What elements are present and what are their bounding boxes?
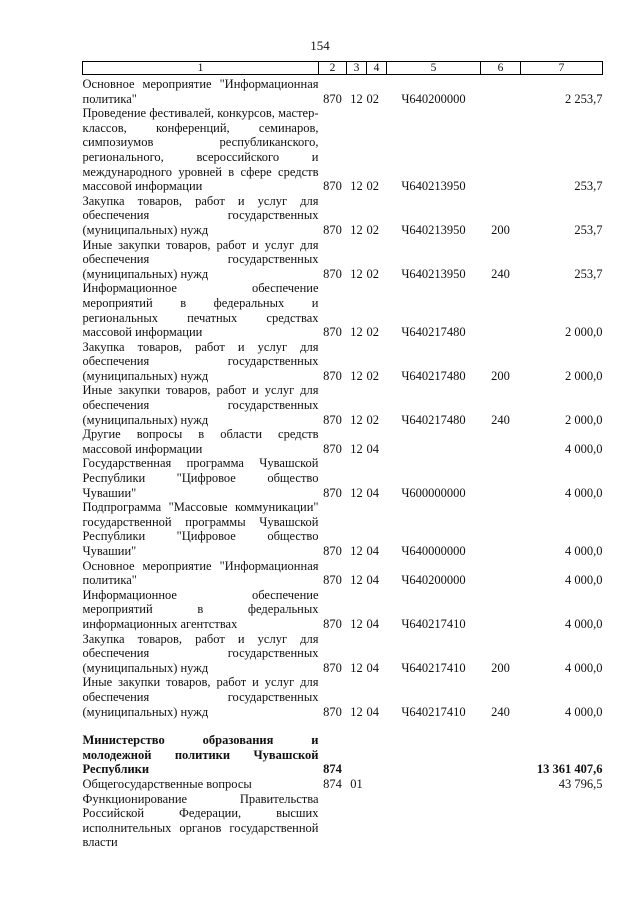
amount: 253,7 [574, 222, 603, 237]
row-name: Иные закупки товаров, работ и услуг для обеспечения государственных (муниципальных) нужд [82, 675, 319, 719]
row-name: Подпрограмма "Массовые коммуникации" государственной программы Чувашской Республики "Цифровое общество Чувашии" [82, 500, 319, 558]
section-code: 12 [350, 573, 363, 588]
row-name: Функционирование Правительства Российской Федерации, высших исполнительных органов государственной власти [82, 791, 319, 850]
row-name: Общегосударственные вопросы [82, 776, 252, 791]
row-name: Иные закупки товаров, работ и услуг для обеспечения государственных (муниципальных) нужд [82, 237, 319, 281]
row-name: Государственная программа Чувашской Республики "Цифровое общество Чувашии" [82, 456, 319, 500]
expense-type-code [481, 281, 521, 339]
target-article-code: Ч640217410 [401, 616, 466, 631]
expense-type-code: 240 [491, 266, 510, 281]
amount: 2 253,7 [565, 91, 603, 106]
ministry-code: 870 [323, 485, 342, 500]
ministry-code: 870 [323, 412, 342, 427]
amount: 43 796,5 [558, 776, 603, 791]
target-article-code: Ч640000000 [401, 544, 466, 558]
column-header-4: 4 [367, 62, 387, 75]
row-name: Информационное обеспечение мероприятий в федеральных информационных агентствах [82, 587, 319, 631]
subsection-code: 04 [366, 660, 379, 675]
ministry-code: 870 [323, 266, 342, 281]
expense-type-code [481, 500, 521, 558]
amount: 2 000,0 [565, 368, 603, 383]
target-article-code: Ч640200000 [401, 91, 466, 106]
table-row [83, 792, 603, 850]
expense-type-code: 240 [491, 704, 510, 719]
table-row [83, 500, 603, 558]
expense-type-code: 200 [491, 368, 510, 383]
page-number: 154 [310, 38, 330, 53]
amount: 4 000,0 [565, 441, 603, 456]
row-name: Информационное обеспечение мероприятий в федеральных и региональных печатных средствах массовой информации [82, 281, 319, 340]
ministry-row [83, 733, 603, 777]
ministry-code: 874 [323, 776, 342, 791]
section-code: 12 [350, 660, 363, 675]
section-code: 12 [350, 485, 363, 500]
expense-type-code [481, 427, 521, 456]
ministry-code: 870 [323, 616, 342, 631]
amount: 253,7 [574, 179, 603, 194]
row-name: Основное мероприятие "Информационная политика" [82, 77, 319, 106]
column-header-7: 7 [521, 62, 603, 75]
table-row [83, 106, 603, 194]
column-header-3: 3 [347, 62, 367, 75]
row-name: Закупка товаров, работ и услуг для обеспечения государственных (муниципальных) нужд [82, 631, 319, 675]
subsection-code: 02 [366, 325, 379, 340]
target-article-code: Ч640217410 [401, 704, 466, 719]
target-article-code [387, 427, 481, 456]
expense-type-code [481, 559, 521, 588]
ministry-code: 870 [323, 222, 342, 237]
subsection-code: 02 [366, 412, 379, 427]
section-code: 12 [350, 325, 363, 340]
table-row [83, 777, 603, 792]
subsection-code: 02 [366, 179, 379, 194]
ministry-name: Министерство образования и молодежной политики Чувашской Республики [82, 733, 319, 777]
amount: 4 000,0 [565, 660, 603, 675]
column-header-2: 2 [319, 62, 347, 75]
target-article-code: Ч640217410 [401, 660, 466, 675]
ministry-code: 870 [323, 91, 342, 106]
subsection-code: 02 [366, 91, 379, 106]
spacer-row [83, 719, 603, 733]
table-row [83, 588, 603, 632]
budget-table [82, 61, 603, 850]
table-row [83, 632, 603, 676]
section-code: 12 [350, 441, 363, 456]
target-article-code: Ч640217480 [401, 325, 466, 340]
amount: 2 000,0 [565, 412, 603, 427]
section-code: 12 [350, 368, 363, 383]
table-row [83, 281, 603, 339]
ministry-total: 13 361 407,6 [536, 762, 603, 777]
amount: 4 000,0 [565, 704, 603, 719]
ministry-code: 870 [323, 544, 342, 558]
expense-type-code: 200 [491, 222, 510, 237]
row-name: Основное мероприятие "Информационная политика" [82, 558, 319, 588]
section-code: 12 [350, 266, 363, 281]
ministry-code: 870 [323, 704, 342, 719]
subsection-code: 02 [366, 266, 379, 281]
subsection-code: 02 [366, 222, 379, 237]
subsection-code: 04 [366, 616, 379, 631]
subsection-code: 02 [366, 368, 379, 383]
subsection-code: 04 [366, 544, 379, 558]
amount: 4 000,0 [565, 485, 603, 500]
amount: 4 000,0 [565, 616, 603, 631]
table-row [83, 194, 603, 238]
expense-type-code: 240 [491, 412, 510, 427]
row-name: Другие вопросы в области средств массовой информации [82, 427, 319, 456]
subsection-code: 04 [366, 704, 379, 719]
section-code: 12 [350, 704, 363, 719]
ministry-code: 870 [323, 325, 342, 340]
table-row [83, 675, 603, 719]
section-code: 12 [350, 91, 363, 106]
expense-type-code [481, 106, 521, 194]
row-name: Закупка товаров, работ и услуг для обеспечения государственных (муниципальных) нужд [82, 339, 319, 383]
table-row [83, 340, 603, 384]
ministry-code: 870 [323, 441, 342, 456]
amount: 4 000,0 [565, 544, 603, 558]
row-name: Иные закупки товаров, работ и услуг для обеспечения государственных (муниципальных) нужд [82, 383, 319, 427]
section-code: 12 [350, 616, 363, 631]
section-code: 01 [350, 776, 363, 791]
expense-type-code [481, 456, 521, 500]
table-row [83, 383, 603, 427]
table-row [83, 559, 603, 588]
target-article-code: Ч640213950 [401, 266, 466, 281]
amount: 4 000,0 [565, 573, 603, 588]
target-article-code: Ч640200000 [401, 573, 466, 588]
target-article-code: Ч640213950 [401, 222, 466, 237]
table-header-row [83, 62, 603, 75]
ministry-code: 870 [323, 573, 342, 588]
target-article-code: Ч640217480 [401, 412, 466, 427]
subsection-code: 04 [366, 485, 379, 500]
target-article-code: Ч640217480 [401, 368, 466, 383]
row-name: Проведение фестивалей, конкурсов, мастер-классов, конференций, семинаров, симпозиумов республиканского, регионального, всероссийского и международного уровней в сфере средств массовой информации [82, 106, 319, 194]
section-code: 12 [350, 544, 363, 558]
ministry-code: 870 [323, 179, 342, 194]
ministry-code: 870 [323, 660, 342, 675]
table-row [83, 456, 603, 500]
expense-type-code [481, 588, 521, 632]
expense-type-code: 200 [491, 660, 510, 675]
target-article-code: Ч640213950 [401, 179, 466, 194]
target-article-code: Ч600000000 [401, 485, 466, 500]
column-header-1: 1 [83, 62, 319, 75]
expense-type-code [481, 75, 521, 107]
column-header-6: 6 [481, 62, 521, 75]
row-name: Закупка товаров, работ и услуг для обеспечения государственных (муниципальных) нужд [82, 193, 319, 237]
amount: 253,7 [574, 266, 603, 281]
section-code: 12 [350, 222, 363, 237]
section-code: 12 [350, 179, 363, 194]
subsection-code: 04 [366, 573, 379, 588]
column-header-5: 5 [387, 62, 481, 75]
ministry-code: 870 [323, 368, 342, 383]
section-code: 12 [350, 412, 363, 427]
amount: 2 000,0 [565, 325, 603, 340]
table-row [83, 427, 603, 456]
ministry-code: 874 [323, 762, 342, 777]
subsection-code: 04 [366, 441, 379, 456]
table-row [83, 238, 603, 282]
table-row [83, 75, 603, 107]
